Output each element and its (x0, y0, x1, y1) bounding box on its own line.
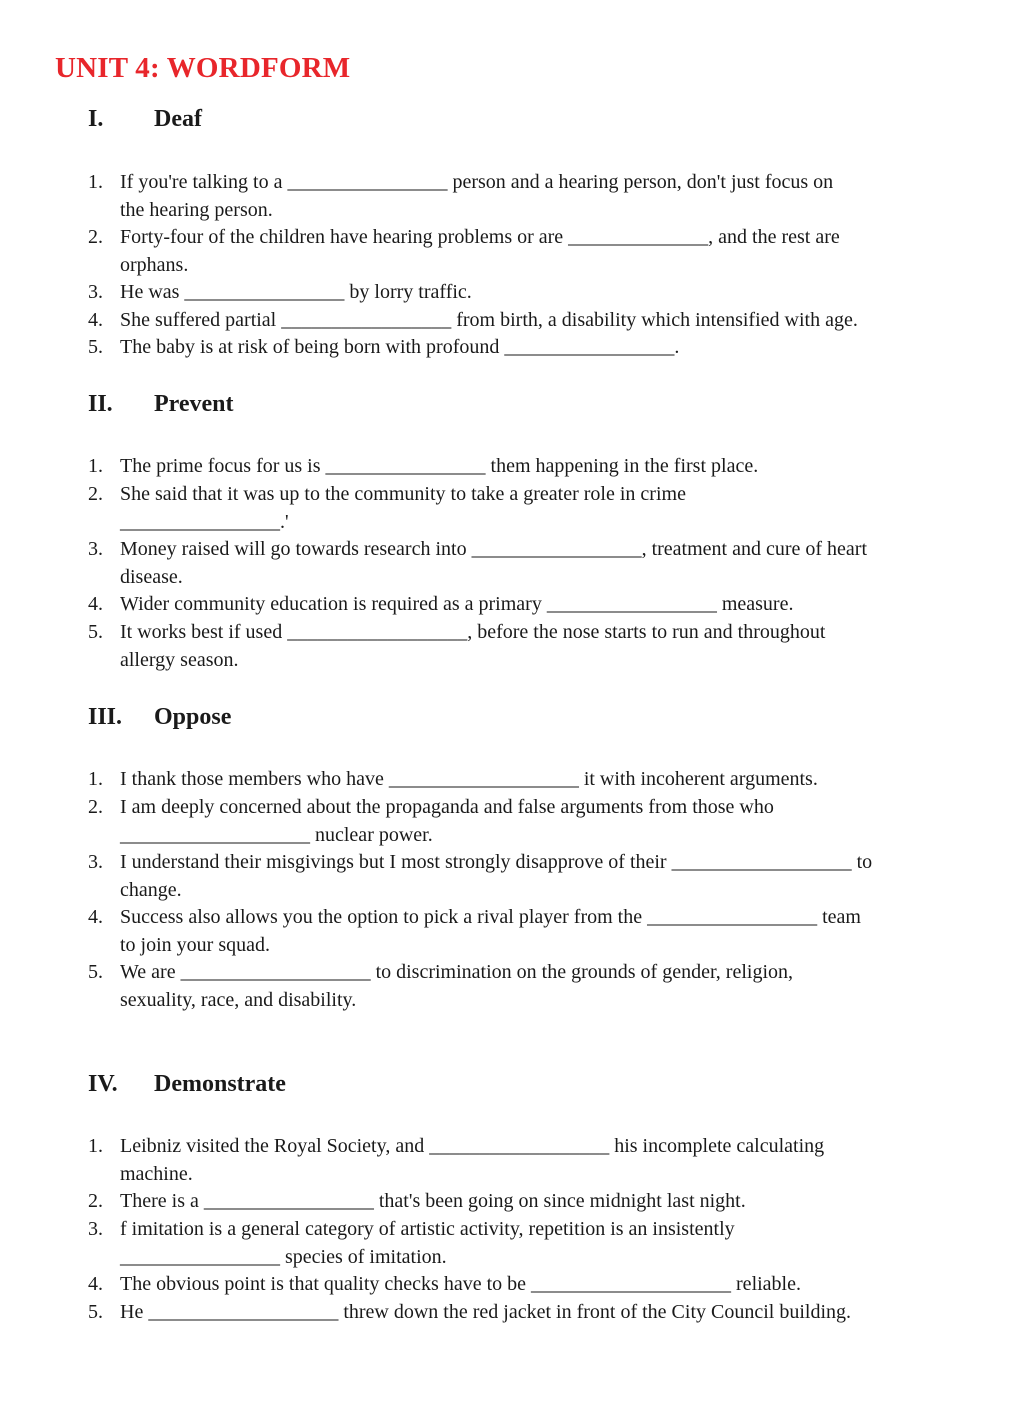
item-text: ___________________ nuclear power. (120, 823, 433, 846)
item-text: If you're talking to a ________________ person and a hearing person, don't just focus on (120, 171, 834, 193)
item-number: 5. (88, 1301, 103, 1323)
section-heading (88, 106, 202, 133)
item-text: The prime focus for us is ________________ them happening in the first place. (120, 455, 759, 477)
section-number: III. (88, 704, 123, 730)
item-text: sexuality, race, and disability. (120, 988, 357, 1011)
section-number: IV. (88, 1071, 118, 1097)
item-number: 1. (88, 455, 103, 477)
section-heading (88, 1071, 286, 1098)
item-text: allergy season. (120, 648, 239, 671)
item-text: I thank those members who have ___________________ it with incoherent arguments. (120, 768, 818, 790)
item-text: Success also allows you the option to pick a rival player from the _________________ team (120, 906, 861, 928)
item-text: machine. (120, 1162, 193, 1185)
item-text: I am deeply concerned about the propaganda and false arguments from those who (120, 796, 774, 818)
item-text: She suffered partial _________________ from birth, a disability which intensified with age. (120, 309, 858, 331)
page-title: UNIT 4: WORDFORM (55, 52, 351, 84)
item-text: We are ___________________ to discrimination on the grounds of gender, religion, (120, 961, 794, 983)
item-number: 3. (88, 538, 103, 560)
item-text: He was ________________ by lorry traffic. (120, 281, 472, 303)
section-word: Oppose (154, 704, 232, 730)
item-number: 1. (88, 768, 103, 790)
item-text: to join your squad. (120, 933, 270, 956)
item-number: 4. (88, 906, 103, 928)
item-number: 2. (88, 796, 103, 818)
item-number: 4. (88, 1273, 103, 1295)
item-text: change. (120, 878, 182, 901)
item-text: Money raised will go towards research into _________________, treatment and cure of heart (120, 538, 868, 560)
section-heading (88, 704, 231, 731)
item-number: 1. (88, 1135, 103, 1157)
section-word: Prevent (154, 391, 234, 417)
item-number: 4. (88, 309, 103, 331)
item-text: There is a _________________ that's been going on since midnight last night. (120, 1190, 746, 1212)
item-text: He ___________________ threw down the red jacket in front of the City Council building. (120, 1301, 851, 1323)
item-text: Leibniz visited the Royal Society, and __________________ his incomplete calculating (120, 1135, 825, 1157)
item-number: 2. (88, 483, 103, 505)
item-number: 3. (88, 851, 103, 873)
item-number: 5. (88, 621, 103, 643)
item-number: 1. (88, 171, 103, 193)
item-text: f imitation is a general category of artistic activity, repetition is an insistently (120, 1218, 735, 1240)
item-text: Forty-four of the children have hearing problems or are ______________, and the rest are (120, 226, 840, 248)
item-number: 2. (88, 226, 103, 248)
item-number: 5. (88, 961, 103, 983)
item-text: orphans. (120, 253, 189, 276)
item-number: 3. (88, 1218, 103, 1240)
item-number: 3. (88, 281, 103, 303)
item-text: It works best if used __________________, before the nose starts to run and throughout (120, 621, 826, 643)
section-number: I. (88, 106, 104, 132)
item-text: ________________ species of imitation. (120, 1245, 447, 1268)
section-word: Deaf (154, 106, 202, 132)
item-text: ________________.' (120, 510, 289, 533)
item-text: The obvious point is that quality checks have to be ____________________ reliable. (120, 1273, 801, 1295)
item-text: She said that it was up to the community to take a greater role in crime (120, 483, 686, 505)
section-number: II. (88, 391, 113, 417)
item-number: 5. (88, 336, 103, 358)
item-number: 2. (88, 1190, 103, 1212)
section-heading (88, 391, 234, 418)
item-text: I understand their misgivings but I most strongly disapprove of their __________________ to (120, 851, 873, 873)
item-text: The baby is at risk of being born with profound _________________. (120, 336, 680, 358)
item-text: the hearing person. (120, 198, 273, 221)
item-text: disease. (120, 565, 183, 588)
item-text: Wider community education is required as a primary _________________ measure. (120, 593, 794, 615)
section-word: Demonstrate (154, 1071, 286, 1097)
item-number: 4. (88, 593, 103, 615)
